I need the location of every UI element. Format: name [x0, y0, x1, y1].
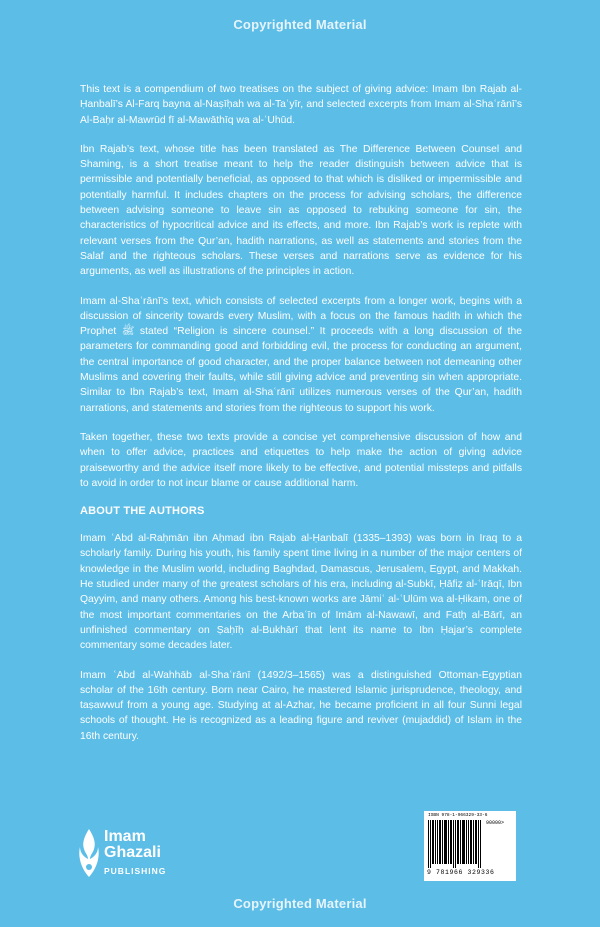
watermark-top: Copyrighted Material	[233, 17, 367, 32]
paragraph-al-sharani: Imam al-Shaʿrānī’s text, which consists of selected excerpts from a longer work, begins with a discussion of sincerity towards every Muslim, with a focus on the famous hadith in which the Prophet ﷺ stated “Religion is sincere counsel.” It proceeds with a long discussion of the parameters for commanding good and forbidding evil, the process for conducting an argument, the central importance of good character, and the proper balance between not demeaning other Muslims and covering their faults, while still giving advice and preventing sin when appropriate. Similar to Ibn Rajab’s text, Imam al-Shaʿrānī utilizes numerous verses of the Qur’an, hadith narrations, and statements and stories from the righteous to support his work.	[80, 295, 522, 414]
flame-pen-icon	[78, 827, 100, 884]
section-heading-authors: ABOUT THE AUTHORS	[80, 505, 205, 518]
paragraph-author-ibn-rajab: Imam ʿAbd al-Raḥmān ibn Aḥmad ibn Rajab al-Ḥanbalī (1335–1393) was born in Iraq to a scholarly family. During his youth, his family spent time living in a number of the major centers of knowledge in the Muslim world, including Baghdad, Damascus, Jerusalem, Egypt, and Makkah. He studied under many of the greatest scholars of his era, including al-Subkī, Ḥāfiẓ al-ʿIrāqī, Ibn Qayyim, and many others. Among his best-known works are Jāmiʿ al-ʿUlūm wa al-Ḥikam, one of the most important commentaries on the Arbaʿīn of Imām al-Nawawī, and Fatḥ al-Bārī, an unfinished commentary on Ṣaḥīḥ al-Bukhārī that lent its name to Ibn Ḥajar’s complete commentary some decades later.	[80, 533, 522, 652]
publisher-logo	[78, 825, 198, 885]
logo-line-publishing: PUBLISHING	[104, 866, 167, 876]
logo-line-ghazali: Ghazali	[104, 844, 161, 861]
barcode-digits: 9 781966 329336	[427, 869, 495, 876]
paragraph-intro: This text is a compendium of two treatises on the subject of giving advice: Imam Ibn Rajab al-Ḥanbalī’s Al-Farq bayna al-Naṣīḥah wa al-Taʿyīr, and selected excerpts from Imam al-Shaʿrānī’s Al-Baḥr al-Mawrūd fī al-Mawāthīq wa al-ʿUhūd.	[80, 84, 522, 126]
isbn-text: ISBN 978-1-966329-33-6	[428, 813, 488, 818]
logo-line-imam: Imam	[104, 828, 146, 845]
logo-text	[104, 829, 166, 879]
barcode-bars	[428, 820, 484, 868]
book-description	[80, 82, 522, 758]
paragraph-author-al-sharani: Imam ʿAbd al-Wahhāb al-Shaʿrānī (1492/3–1565) was a distinguished Ottoman-Egyptian scholar of the 16th century. Born near Cairo, he mastered Islamic jurisprudence, theology, and taṣawwuf from a young age. Studying at al-Azhar, he became proficient in all four Sunni legal schools of thought. He is recognized as a leading figure and reviver (mujaddid) of Islam in the 16th century.	[80, 669, 522, 742]
paragraph-summary: Taken together, these two texts provide a concise yet comprehensive discussion of how and when to offer advice, practices and etiquettes to help make the action of giving advice praiseworthy and the advice itself more likely to be effective, and potential missteps and pitfalls to avoid in order to not incur blame or cause additional harm.	[80, 431, 522, 489]
barcode-addon: 90000>	[486, 820, 505, 826]
paragraph-ibn-rajab: Ibn Rajab’s text, whose title has been translated as The Difference Between Counsel and Shaming, is a short treatise meant to help the reader distinguish between advice that is permissible and potentially beneficial, as opposed to that which is disliked or impermissible and potentially harmful. It includes chapters on the process for advising scholars, the difference between advising someone to leave sin as opposed to rebuking someone for sin, the characteristics of hypocritical advice and its effects, and more. Ibn Rajab’s work is replete with relevant verses from the Qur’an, hadith narrations, as well as statements and stories from the Salaf and the righteous scholars. These verses and narrations serve as evidence for his arguments, as well as illustrations of the principles in action.	[80, 143, 522, 278]
watermark-bottom: Copyrighted Material	[233, 896, 367, 911]
isbn-barcode	[424, 811, 516, 881]
